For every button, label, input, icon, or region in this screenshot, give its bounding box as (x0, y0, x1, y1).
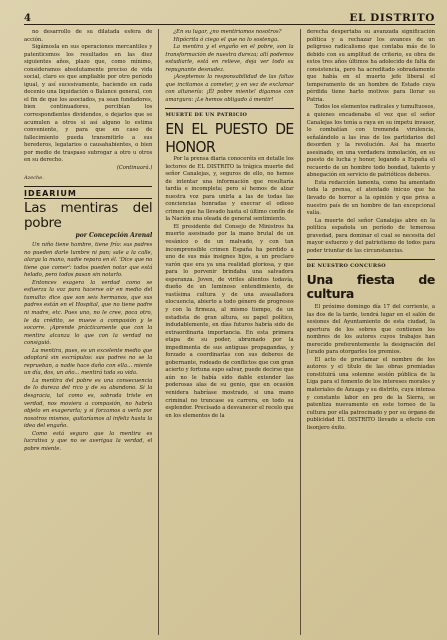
paragraph: Todos los elementos radicales y tumultuosos, a quienes encadenaba el vez que el señor Canalejas los tenía a raya en su ímpetu invasor, lo combatían con tremenda virulencia, señalándolo a las iras de los partidarios del desorden y la revolución. Así ha muerto asesinado, en una verdadera inmolación, en su puesto de lucha y honor, legando a España el recuerdo de un hombre todo bondad, talento y abnegación en servicio de patrióticos deberes. (306, 104, 435, 179)
column-1 (24, 29, 152, 635)
paragraph: La muerte del señor Canalejas abre en la política española un período de temerosa gravedad, para dominar el cual se necesita del mayor esfuerzo y del patriotismo de todos para poder triunfar de las circunstancias. (306, 217, 435, 254)
continued-note: (Continuará.) (116, 164, 153, 171)
paragraph: no desarrollo de su dilatada esfera de acción. (24, 29, 153, 43)
paragraph: El presidente del Consejo de Ministros ha muerto asesinado por la mano brutal de un vesánico o de un malvado, y con tan incomprensible crimen España ha perdido a uno de sus más insignes hijos, a un preclaro varón que era ya una realidad gloriosa, y que para lo porvenir brindaba una salvadora esperanza. Joven, de viriles alientos todavía, dueño de un luminoso entendimiento, de vastísima cultura y de una avasalladora elocuencia, abierto a todo género de progresos y con la firmeza, al mismo tiempo, de un estadista de gran altura, su papel político, indudablemente, en días futuros habría sido de extraordinaria importancia. En esta primera etapa de su poder, abrumado por la impedimenta de sus antiguas propagandas, y forzado a coordinarlas con sus deberes de gobernante, rodeado de conflictos que con gran acierto y fortuna supo salvar, puede decirse que aún no le había sido dable extender las poderosas alas de su genio, que en ocasión venidera habríase mostrado, si una mano criminal no truncase su carrera, en todo su esplendor. Precisado a desvanecer el recelo que en los elementos de la (165, 223, 294, 419)
divider (307, 259, 435, 260)
article-headline: EN EL PUESTO DE HONOR (165, 121, 294, 157)
paragraph: ¡Aceptemos la responsabilidad de las faltas que incitamos a cometer, y en vez de exclamar con altanería: ¡Él pobre miente! digamos con amargura: ¡Le hemos obligado á mentir! (165, 74, 294, 103)
column-3 (307, 29, 435, 635)
paragraph: Un niño tiene hambre, tiene frío: sus padres no pueden darle lumbre ni pan; sale a la calle, alarga la mano, nadie repara en él. 'Dice que no tiene que comer': todos pueden notar que está helado, pero todos pasan sin notarlo. (24, 242, 153, 279)
divider (24, 186, 152, 187)
paragraph: El acto de proclamar el nombre de los autores y el título de las obras premiadas constituirá una solemne sesión pública de la Liga para el fomento de los intereses morales y materiales de Azuaga y su distrito, cuya intensa y constante labor en pro de la Sierra, se patentiza nuevamente en este torneo de la cultura por ella patrocinado y por su órgano de publicidad EL DISTRITO llevado a efecto con lisonjero éxito. (306, 356, 435, 431)
newspaper-title: EL DISTRITO (349, 12, 435, 24)
article-kicker: MUERTE DE UN PATRICIO (165, 112, 248, 119)
paragraph: La mentira del pobre es una consecuencia de lo dureza del rico y de su abandono. Si la desgracia, tal como es, sobrada triste en verdad, nos moviera a compasión, no habría objeto en exagerarla; y si forzamos a verla por nosotros mismos, quitaríamos al infeliz hasta la idea del engaño. (24, 377, 153, 430)
paragraph: Como está seguro que la mentira es lucrativa y que no se averigua la verdad, el pobre miente. (24, 430, 153, 452)
divider (24, 198, 152, 199)
article-headline: Las mentiras del pobre (24, 200, 153, 232)
paragraph: Hipócrita ó ciego el que no lo sostenga. (173, 36, 279, 43)
paragraph: La mentira, pues, es un excelente medio que adoptará sin escrúpulos: sus padres no se la reprueban, a nadie hace daño con ella... miente un día, dos, un año... mentirá toda su vida. (24, 347, 153, 377)
paragraph: Por la prensa diaria conoceréis en detalle los lectores de EL DISTRITO la trágica muerte del señor Canalejas, y, seguros de ello, no hemos de intentar una información que resultaría tardía e incompleta; pero sí hemos de alzar nuestra voz para unirla a las de todas las conciencias honradas y execrar el odioso crimen que ha llevado hasta el último confín de la Nación una oleada de general sentimiento. (165, 156, 294, 223)
article-headline: Una fiesta de cultura (306, 271, 435, 301)
article-kicker: DE NUESTRO CONCURSO (306, 263, 386, 270)
article-byline: por Concepción Arenal (75, 232, 153, 240)
divider (165, 108, 293, 109)
column-2 (165, 29, 293, 635)
author-signature: Azeche. (24, 175, 44, 182)
page-number: 4 (24, 13, 31, 24)
paragraph: Sigámosla en sus operaciones mercantiles y patenticemos los resultados en las diez siguientes años, plazo que, como mínimo, consideramos absolutamente preciso de vida social, claro es que ampliable por otro período igual, y así sucesivamente, haciendo en cada decenio una liquidación o Balance general, con el fin de que los asociados, ya sean fundadores, bien continuadores, percibían los correspondientes dividendos, o dejarlos que se acumulen a otros si así alguno lo estima conveniente, y para que en caso de fallecimiento pueda transmitirlo a sus herederos, legatarios o causahabientes, o bien por medio de traspaso subrogar a otro u otros en su derecho. (24, 44, 153, 164)
column-rule (300, 29, 301, 635)
column-rule (158, 29, 159, 635)
paragraph: derecha despertaba su avanzada significación política y a rechazar los avances de un peligroso radicalismo que contaba más de lo debido con su amplitud de criterio, su obra de estos tres años últimos ha adolecido de falta de consistencia, pero ha acreditado sobradamente que había en el muerto jefe liberal el temperamento de un hombre de Estado cuya pérdida tiene harto motivos para llorar su Patria. (306, 29, 435, 103)
paragraph: Entonces exagera la verdad como se esfuerza la voz para hacerse oír en medio del tumulto: dice que son seis hermanos, que sus padres están en el Hospital, que no tiene padre ni madre, etc. Pues uno, no le cree, poca otro, le da crédito, se mueve a compasión y le socorre. ¡Aprende prácticamente que con la mentira alcanza lo que con la verdad no consiguió. (24, 279, 153, 347)
paragraph: ¿En su lugar, ¿no mentiríamos nosotros? (173, 29, 282, 35)
page-header (24, 8, 435, 25)
section-label: IDEARIUM (24, 188, 77, 198)
paragraph: La mentira y el engaño en el pobre, son la transformación de nuestra dureza; allí podemos estudiarle, está en relieve, deja ver todo su repugnante desnudez. (165, 44, 294, 73)
paragraph: Esta redacción lamenta, como ha amentado toda la prensa, el atentado inicuo que ha llevado de horror a la opinión y que priva a nuestro país de un hombre de tan excepcional valía. (306, 179, 435, 217)
columns (24, 29, 435, 635)
paragraph: El próximo domingo día 17 del corriente, a las dos de la tarde, tendrá lugar en el salón de sesiones del Ayuntamiento de esta ciudad, la apertura de los sobres que contienen los nombres de los autores cuyos trabajos han merecido preferentemente la designación del Jurado para otorgarles los premios. (306, 303, 435, 356)
